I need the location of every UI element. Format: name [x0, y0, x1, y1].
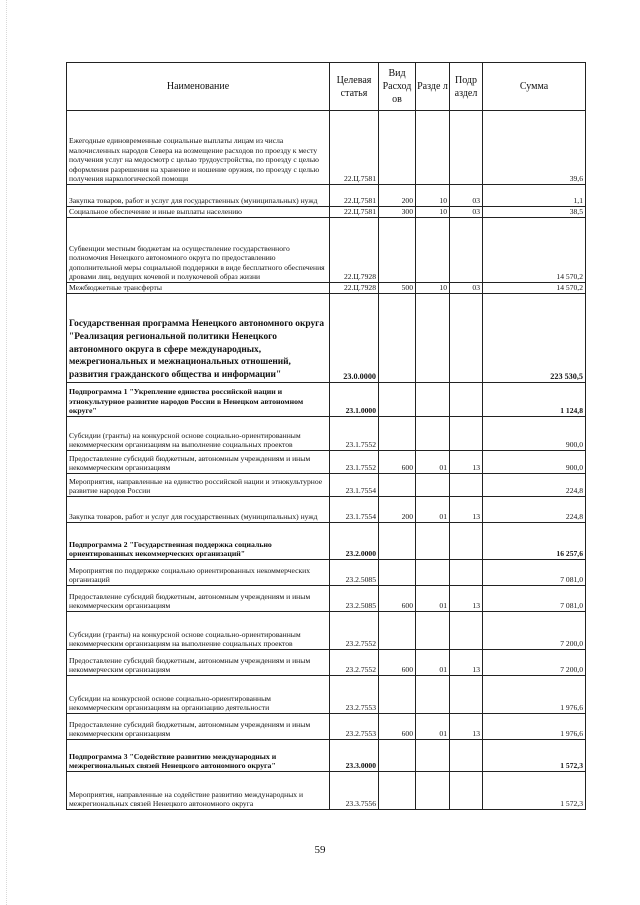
row-pr — [450, 111, 483, 185]
table-row — [67, 451, 586, 474]
table-row — [67, 612, 586, 650]
row-name: Субсидии на конкурсной основе социально-ориентированным некоммерческим организациям на организацию деятельности — [67, 676, 330, 714]
row-pr — [450, 474, 483, 497]
table-row — [67, 676, 586, 714]
row-pr — [450, 417, 483, 451]
row-rz: 01 — [416, 497, 450, 523]
row-pr: 03 — [450, 185, 483, 207]
row-name: Мероприятия по поддержке социально ориентированных некоммерческих организаций — [67, 560, 330, 586]
row-name: Подпрограмма 3 "Содействие развитию международных и межрегиональных связей Ненецкого автономного округа" — [67, 740, 330, 772]
row-vr — [379, 218, 416, 283]
row-name: Социальное обеспечение и иные выплаты населению — [67, 207, 330, 218]
row-sum: 900,0 — [483, 451, 586, 474]
row-name: Субсидии (гранты) на конкурсной основе социально-ориентированным некоммерческим организациям на выполнение социальных проектов — [67, 417, 330, 451]
row-pr: 13 — [450, 451, 483, 474]
table-row — [67, 497, 586, 523]
header-section: Разде л — [416, 63, 450, 111]
row-rz — [416, 474, 450, 497]
row-vr — [379, 111, 416, 185]
row-sum: 224,8 — [483, 497, 586, 523]
row-rz — [416, 383, 450, 417]
header-expense-kind: Вид Расход ов — [379, 63, 416, 111]
row-sum: 1,1 — [483, 185, 586, 207]
row-vr: 200 — [379, 497, 416, 523]
table-row — [67, 650, 586, 676]
row-code: 22.Ц.7928 — [330, 218, 379, 283]
row-vr — [379, 740, 416, 772]
row-code: 23.0.0000 — [330, 294, 379, 383]
row-vr: 500 — [379, 283, 416, 294]
row-vr: 200 — [379, 185, 416, 207]
table-row — [67, 474, 586, 497]
table-row-subprogram — [67, 523, 586, 560]
row-name: Предоставление субсидий бюджетным, автономным учреждениям и иным некоммерческим организациям — [67, 714, 330, 740]
table-row — [67, 772, 586, 810]
row-rz — [416, 612, 450, 650]
row-code: 22.Ц.7581 — [330, 111, 379, 185]
header-sum: Сумма — [483, 63, 586, 111]
row-pr — [450, 772, 483, 810]
row-sum: 1 124,8 — [483, 383, 586, 417]
row-name: Предоставление субсидий бюджетным, автономным учреждениям и иным некоммерческим организациям — [67, 586, 330, 612]
row-rz: 01 — [416, 451, 450, 474]
row-rz — [416, 111, 450, 185]
row-vr — [379, 417, 416, 451]
row-name: Мероприятия, направленные на единство российской нации и этнокультурное развитие народов России — [67, 474, 330, 497]
row-vr — [379, 383, 416, 417]
row-rz — [416, 523, 450, 560]
row-sum: 1 976,6 — [483, 676, 586, 714]
row-rz — [416, 218, 450, 283]
row-sum: 1 572,3 — [483, 772, 586, 810]
row-rz — [416, 740, 450, 772]
table-row — [67, 417, 586, 451]
header-name: Наименование — [67, 63, 330, 111]
row-pr — [450, 740, 483, 772]
row-pr: 03 — [450, 207, 483, 218]
table-row — [67, 207, 586, 218]
row-pr: 13 — [450, 497, 483, 523]
row-vr: 600 — [379, 650, 416, 676]
table-row — [67, 560, 586, 586]
row-vr: 600 — [379, 586, 416, 612]
row-code: 23.2.5085 — [330, 586, 379, 612]
row-rz — [416, 772, 450, 810]
row-name: Предоставление субсидий бюджетным, автономным учреждениям и иным некоммерческим организациям — [67, 451, 330, 474]
row-sum: 7 200,0 — [483, 612, 586, 650]
row-code: 22.Ц.7581 — [330, 207, 379, 218]
row-name: Подпрограмма 2 "Государственная поддержка социально ориентированных некоммерческих организаций" — [67, 523, 330, 560]
row-vr: 600 — [379, 451, 416, 474]
row-pr: 13 — [450, 650, 483, 676]
row-name: Межбюджетные трансферты — [67, 283, 330, 294]
row-rz — [416, 417, 450, 451]
row-pr — [450, 218, 483, 283]
row-code: 23.1.0000 — [330, 383, 379, 417]
row-rz: 10 — [416, 207, 450, 218]
table-row — [67, 283, 586, 294]
table-row — [67, 185, 586, 207]
row-vr — [379, 612, 416, 650]
row-vr: 600 — [379, 714, 416, 740]
row-sum: 900,0 — [483, 417, 586, 451]
row-name: Государственная программа Ненецкого автономного округа "Реализация региональной политики Ненецкого автономного округа в сфере международных, межрегиональных и межнациональных отношений, развития гражданского общества и информации" — [67, 294, 330, 383]
row-sum: 7 081,0 — [483, 560, 586, 586]
row-name: Закупка товаров, работ и услуг для государственных (муниципальных) нужд — [67, 185, 330, 207]
row-sum: 14 570,2 — [483, 218, 586, 283]
table-row-program — [67, 294, 586, 383]
row-code: 23.2.0000 — [330, 523, 379, 560]
row-sum: 39,6 — [483, 111, 586, 185]
row-vr: 300 — [379, 207, 416, 218]
table-row — [67, 111, 586, 185]
row-code: 23.1.7552 — [330, 417, 379, 451]
row-rz: 10 — [416, 283, 450, 294]
header-target-article: Целевая статья — [330, 63, 379, 111]
row-name: Закупка товаров, работ и услуг для государственных (муниципальных) нужд — [67, 497, 330, 523]
row-code: 22.Ц.7928 — [330, 283, 379, 294]
row-rz: 01 — [416, 586, 450, 612]
row-code: 23.2.7553 — [330, 676, 379, 714]
row-code: 23.2.7553 — [330, 714, 379, 740]
row-pr — [450, 612, 483, 650]
table-row-subprogram — [67, 740, 586, 772]
row-name: Субвенции местным бюджетам на осуществление государственного полномочия Ненецкого автономного округа по предоставлению дополнительной меры социальной поддержки в виде бесплатного обеспечения дровами лиц, ведущих кочевой и полукочевой образ жизни — [67, 218, 330, 283]
row-code: 23.2.7552 — [330, 650, 379, 676]
row-sum: 14 570,2 — [483, 283, 586, 294]
row-vr — [379, 474, 416, 497]
row-sum: 16 257,6 — [483, 523, 586, 560]
row-name: Подпрограмма 1 "Укрепление единства российской нации и этнокультурное развитие народов России в Ненецком автономном округе" — [67, 383, 330, 417]
row-code: 23.1.7552 — [330, 451, 379, 474]
row-sum: 1 976,6 — [483, 714, 586, 740]
row-name: Субсидии (гранты) на конкурсной основе социально-ориентированным некоммерческим организациям на выполнение социальных проектов — [67, 612, 330, 650]
row-pr: 03 — [450, 283, 483, 294]
row-name: Ежегодные единовременные социальные выплаты лицам из числа малочисленных народов Севера на возмещение расходов по проезду к месту получения услуг на медосмотр с целью трудоустройства, по проезду с целью оформления разрешения на хранение и ношение оружия, по проезду с целью получения наркологической помощи — [67, 111, 330, 185]
row-name: Предоставление субсидий бюджетным, автономным учреждениям и иным некоммерческим организациям — [67, 650, 330, 676]
row-pr — [450, 560, 483, 586]
page-number: 59 — [314, 844, 326, 856]
row-sum: 224,8 — [483, 474, 586, 497]
row-sum: 223 530,5 — [483, 294, 586, 383]
row-code: 23.2.5085 — [330, 560, 379, 586]
header-subsection: Подр аздел — [450, 63, 483, 111]
table-row — [67, 218, 586, 283]
row-vr — [379, 560, 416, 586]
row-rz — [416, 676, 450, 714]
row-sum: 7 081,0 — [483, 586, 586, 612]
table-row — [67, 714, 586, 740]
row-pr — [450, 523, 483, 560]
table-header-row — [67, 63, 586, 111]
row-sum: 7 200,0 — [483, 650, 586, 676]
row-vr — [379, 676, 416, 714]
row-rz: 01 — [416, 714, 450, 740]
row-rz: 10 — [416, 185, 450, 207]
row-code: 23.1.7554 — [330, 497, 379, 523]
row-code: 23.1.7554 — [330, 474, 379, 497]
row-code: 23.2.7552 — [330, 612, 379, 650]
budget-table — [66, 62, 586, 810]
row-sum: 38,5 — [483, 207, 586, 218]
scan-edge-dots — [6, 0, 8, 905]
row-rz — [416, 294, 450, 383]
row-code: 23.3.0000 — [330, 740, 379, 772]
row-vr — [379, 523, 416, 560]
row-name: Мероприятия, направленные на содействие развитию международных и межрегиональных связей Ненецкого автономного округа — [67, 772, 330, 810]
row-pr — [450, 676, 483, 714]
row-pr: 13 — [450, 714, 483, 740]
row-pr — [450, 383, 483, 417]
row-sum: 1 572,3 — [483, 740, 586, 772]
row-rz: 01 — [416, 650, 450, 676]
row-pr: 13 — [450, 586, 483, 612]
row-pr — [450, 294, 483, 383]
row-vr — [379, 772, 416, 810]
table-row — [67, 586, 586, 612]
row-code: 23.3.7556 — [330, 772, 379, 810]
row-rz — [416, 560, 450, 586]
table-row-subprogram — [67, 383, 586, 417]
row-code: 22.Ц.7581 — [330, 185, 379, 207]
row-vr — [379, 294, 416, 383]
